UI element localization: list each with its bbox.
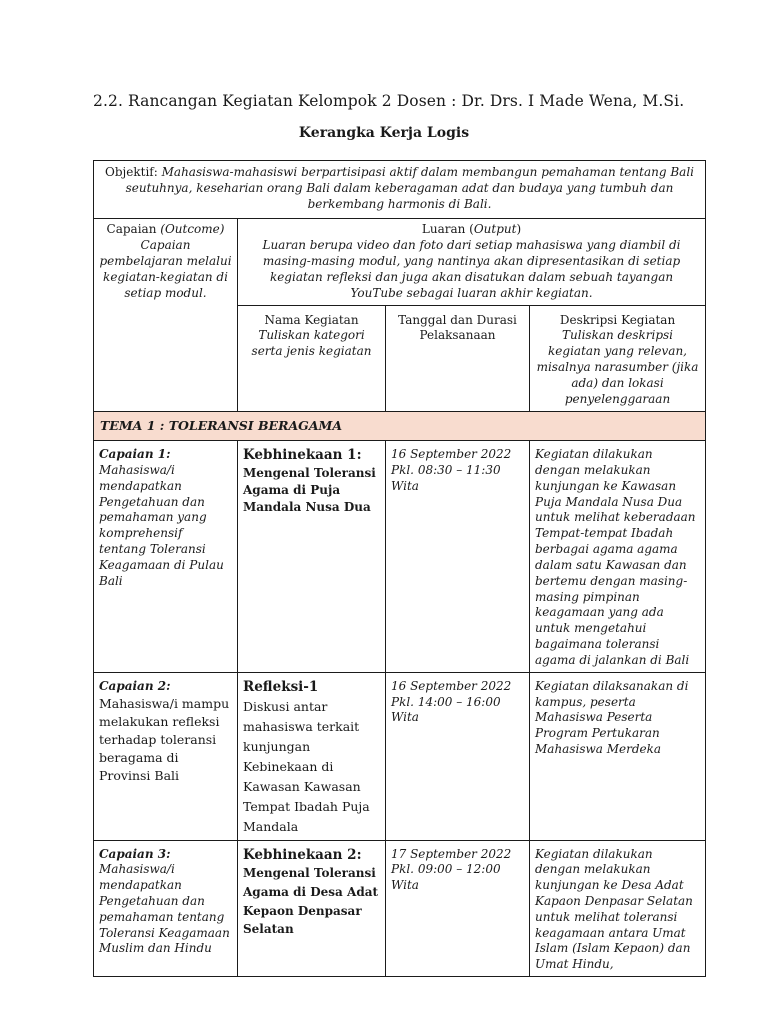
capaian-luaran-row bbox=[94, 219, 706, 305]
kegiatan-cell bbox=[238, 672, 386, 840]
deskripsi-cell: Kegiatan dilaksanakan di kampus, peserta Mahasiswa Peserta Program Pertukaran Mahasiswa Merdeka bbox=[530, 672, 706, 840]
tema-title: TEMA 1 : TOLERANSI BERAGAMA bbox=[94, 411, 706, 441]
objektif-cell bbox=[94, 161, 706, 219]
luaran-header-label: Luaran ( bbox=[421, 222, 474, 237]
tema-row bbox=[94, 411, 706, 441]
nama-kegiatan-header bbox=[238, 305, 386, 411]
capaian-label: Capaian 1: bbox=[99, 447, 171, 462]
capaian-cell bbox=[94, 441, 238, 673]
deskripsi-kegiatan-header bbox=[530, 305, 706, 411]
deskripsi-cell: Kegiatan dilakukan dengan melakukan kunjungan ke Kawasan Puja Mandala Nusa Dua untuk melihat keberadaan Tempat-tempat Ibadah berbagai agama agama dalam satu Kawasan dan bertemu dengan masing-masing pimpinan keagamaan yang ada untuk mengetahui bagaimana toleransi agama di jalankan di Bali bbox=[530, 441, 706, 673]
capaian-label: Capaian 3: bbox=[99, 846, 171, 861]
tanggal-cell bbox=[386, 441, 530, 673]
capaian-text: Mahasiswa/i mendapatkan Pengetahuan dan pemahaman tentang Toleransi Keagamaan Muslim dan Hindu bbox=[99, 862, 230, 956]
tanggal-cell bbox=[386, 840, 530, 977]
tanggal-date: 16 September 2022 bbox=[391, 678, 512, 693]
kegiatan-title: Refleksi-1 bbox=[243, 678, 319, 695]
tanggal-time: Pkl. 09:00 – 12:00 Wita bbox=[391, 862, 501, 893]
capaian-label: Capaian 2: bbox=[99, 678, 171, 693]
tanggal-durasi-label: Tanggal dan Durasi Pelaksanaan bbox=[398, 312, 517, 343]
tanggal-durasi-header bbox=[386, 305, 530, 411]
kegiatan-title: Kebhinekaan 2: bbox=[243, 846, 362, 863]
deskripsi-kegiatan-label: Deskripsi Kegiatan bbox=[559, 312, 676, 327]
kegiatan-cell bbox=[238, 441, 386, 673]
luaran-header-label-italic: Output bbox=[473, 222, 517, 237]
nama-kegiatan-desc: Tuliskan kategori serta jenis kegiatan bbox=[251, 328, 372, 359]
document-subtitle: Kerangka Kerja Logis bbox=[298, 125, 470, 141]
table-row bbox=[94, 840, 706, 977]
capaian-header-cell bbox=[94, 219, 238, 411]
document-heading: 2.2. Rancangan Kegiatan Kelompok 2 Dosen : Dr. Drs. I Made Wena, M.Si. bbox=[93, 92, 685, 110]
objektif-label: Objektif: bbox=[105, 165, 158, 179]
luaran-header-desc: Luaran berupa video dan foto dari setiap mahasiswa yang diambil di masing-masing modul, yang nantinya akan dipresentasikan di setiap kegiatan refleksi dan juga akan disatukan dalam sebuah tayangan YouTube sebagai luaran akhir kegiatan. bbox=[262, 238, 681, 300]
deskripsi-cell: Kegiatan dilakukan dengan melakukan kunjungan ke Desa Adat Kapaon Denpasar Selatan untuk melihat toleransi keagamaan antara Umat Islam (Islam Kepaon) dan Umat Hindu, bbox=[530, 840, 706, 977]
capaian-header-desc: Capaian pembelajaran melalui kegiatan-kegiatan di setiap modul. bbox=[99, 238, 232, 300]
capaian-cell bbox=[94, 672, 238, 840]
tanggal-time: Pkl. 14:00 – 16:00 Wita bbox=[391, 694, 501, 725]
tanggal-cell bbox=[386, 672, 530, 840]
tanggal-date: 16 September 2022 bbox=[391, 447, 512, 462]
table-row bbox=[94, 441, 706, 673]
capaian-text: Mahasiswa/i mendapatkan Pengetahuan dan pemahaman yang komprehensif tentang Toleransi Keagamaan di Pulau Bali bbox=[99, 462, 224, 588]
capaian-header-label: Capaian bbox=[106, 222, 157, 237]
luaran-header-label-end: ) bbox=[516, 222, 522, 237]
capaian-text: Mahasiswa/i mampu melakukan refleksi terhadap toleransi beragama di Provinsi Bali bbox=[99, 695, 230, 784]
kegiatan-cell bbox=[238, 840, 386, 977]
objektif-text: Mahasiswa-mahasiswi berpartisipasi aktif dalam membangun pemahaman tentang Bali seutuhnya, keseharian orang Bali dalam keberagaman adat dan budaya yang tumbuh dan berkembang harmonis di Bali. bbox=[125, 165, 694, 211]
tanggal-time: Pkl. 08:30 – 11:30 Wita bbox=[391, 462, 501, 493]
deskripsi-kegiatan-desc: Tuliskan deskripsi kegiatan yang relevan, misalnya narasumber (jika ada) dan lokasi penyelenggaraan bbox=[536, 328, 699, 406]
luaran-header-cell bbox=[238, 219, 706, 305]
capaian-cell bbox=[94, 840, 238, 977]
tanggal-date: 17 September 2022 bbox=[391, 846, 512, 861]
kegiatan-title: Kebhinekaan 1: bbox=[243, 447, 362, 464]
kegiatan-subtitle: Mengenal Toleransi Agama di Desa Adat Kepaon Denpasar Selatan bbox=[243, 866, 379, 937]
logical-framework-table bbox=[93, 160, 706, 977]
table-row bbox=[94, 672, 706, 840]
kegiatan-subtitle: Diskusi antar mahasiswa terkait kunjungan Kebinekaan di Kawasan Kawasan Tempat Ibadah Puja Mandala bbox=[243, 698, 370, 834]
nama-kegiatan-label: Nama Kegiatan bbox=[264, 312, 359, 327]
capaian-header-label-italic: (Outcome) bbox=[160, 222, 225, 237]
kegiatan-subtitle: Mengenal Toleransi Agama di Puja Mandala Nusa Dua bbox=[243, 465, 376, 514]
objektif-row bbox=[94, 161, 706, 219]
